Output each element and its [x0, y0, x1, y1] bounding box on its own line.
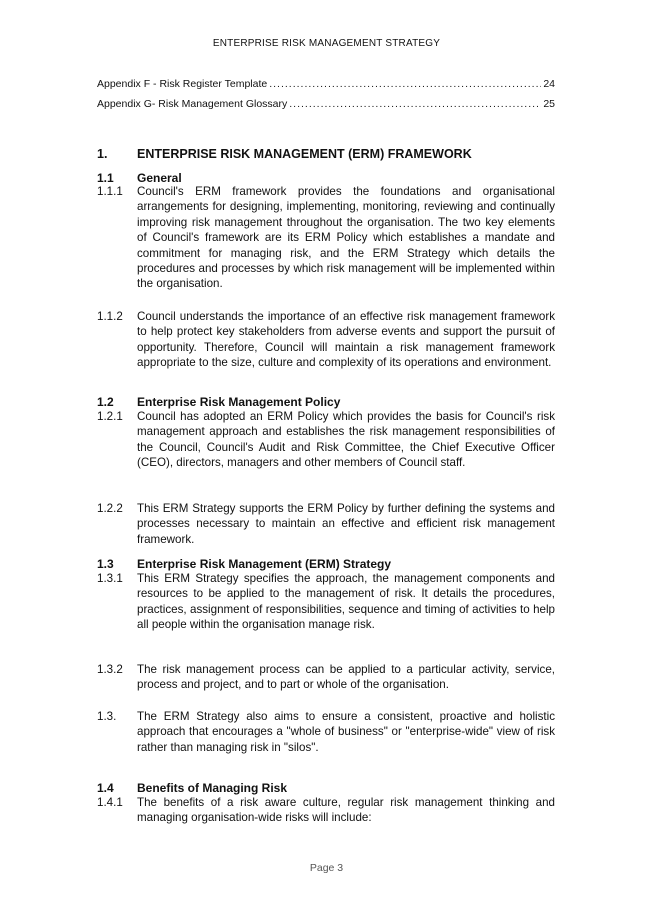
subsection-title: Benefits of Managing Risk: [137, 781, 288, 795]
paragraph-number: 1.4.1: [97, 796, 123, 809]
section-number: 1.: [97, 147, 108, 161]
subsection-number: 1.2: [97, 395, 114, 409]
paragraph: [97, 501, 555, 547]
section-heading: [97, 147, 472, 161]
paragraph: [97, 795, 555, 826]
paragraph: [97, 709, 555, 755]
paragraph-text: This ERM Strategy supports the ERM Policy by further defining the systems and processes necessary to maintain an effective and efficient risk management framework.: [137, 502, 555, 546]
subsection-title: Enterprise Risk Management (ERM) Strategy: [137, 557, 392, 571]
paragraph-number: 1.2.2: [97, 502, 123, 515]
paragraph-text: Council understands the importance of an effective risk management framework to help protect key stakeholders from adverse events and support the pursuit of opportunity. Therefore, Council will maintain a risk management framework appropriate to the size, culture and complexity of its operations and environment.: [137, 310, 555, 370]
toc-entry: [97, 98, 555, 118]
paragraph-text: Council has adopted an ERM Policy which provides the basis for Council's risk management approach and establishes the risk management responsibilities of the Council, Council's Audit and Risk Committee, the Chief Executive Officer (CEO), directors, managers and other members of Council staff.: [137, 410, 555, 470]
paragraph: [97, 571, 555, 633]
paragraph-number: 1.3.: [97, 710, 117, 723]
paragraph-number: 1.1.2: [97, 310, 123, 323]
paragraph: [97, 409, 555, 471]
paragraph-number: 1.2.1: [97, 410, 123, 423]
paragraph-text: This ERM Strategy specifies the approach, the management components and resources to be applied to the management of risk. It details the procedures, practices, assignment of responsibilities, sequence and timing of activities to help all people within the organisation manage risk.: [137, 572, 555, 632]
subsection-number: 1.1: [97, 171, 114, 185]
table-of-contents: [97, 78, 555, 118]
subsection-number: 1.3: [97, 557, 114, 571]
document-header: ENTERPRISE RISK MANAGEMENT STRATEGY: [212, 38, 441, 49]
subsection-heading: [97, 171, 182, 185]
paragraph-text: Council's ERM framework provides the foundations and organisational arrangements for designing, implementing, monitoring, reviewing and continually improving risk management throughout the organisation. The two key elements of Council's framework are its ERM Policy which establishes a mandate and commitment for managing risk, and the ERM Strategy which details the procedures and processes by which risk management will be implemented within the organisation.: [137, 185, 555, 291]
toc-leader-dots: [269, 78, 541, 90]
paragraph: [97, 184, 555, 292]
toc-entry-page: 25: [543, 98, 555, 110]
paragraph-number: 1.1.1: [97, 185, 123, 198]
toc-entry-label: Appendix G- Risk Management Glossary: [97, 98, 288, 110]
page-number: Page 3: [309, 862, 344, 874]
section-title: ENTERPRISE RISK MANAGEMENT (ERM) FRAMEWORK: [137, 147, 472, 161]
subsection-title: General: [137, 171, 182, 185]
subsection-heading: [97, 781, 287, 795]
paragraph: [97, 309, 555, 371]
paragraph-text: The ERM Strategy also aims to ensure a consistent, proactive and holistic approach that encourages a "whole of business" or "enterprise-wide" view of risk rather than managing risk in "silos".: [137, 710, 555, 754]
subsection-heading: [97, 395, 340, 409]
subsection-heading: [97, 557, 391, 571]
paragraph-text: The risk management process can be applied to a particular activity, service, process and project, and to part or whole of the organisation.: [137, 663, 555, 692]
paragraph-number: 1.3.2: [97, 663, 123, 676]
paragraph-text: The benefits of a risk aware culture, regular risk management thinking and managing organisation-wide risks will include:: [137, 796, 555, 825]
paragraph-number: 1.3.1: [97, 572, 123, 585]
toc-entry: [97, 78, 555, 98]
toc-entry-label: Appendix F - Risk Register Template: [97, 78, 268, 90]
paragraph: [97, 662, 555, 693]
subsection-title: Enterprise Risk Management Policy: [137, 395, 341, 409]
subsection-number: 1.4: [97, 781, 114, 795]
toc-leader-dots: [289, 98, 541, 110]
toc-entry-page: 24: [543, 78, 555, 90]
